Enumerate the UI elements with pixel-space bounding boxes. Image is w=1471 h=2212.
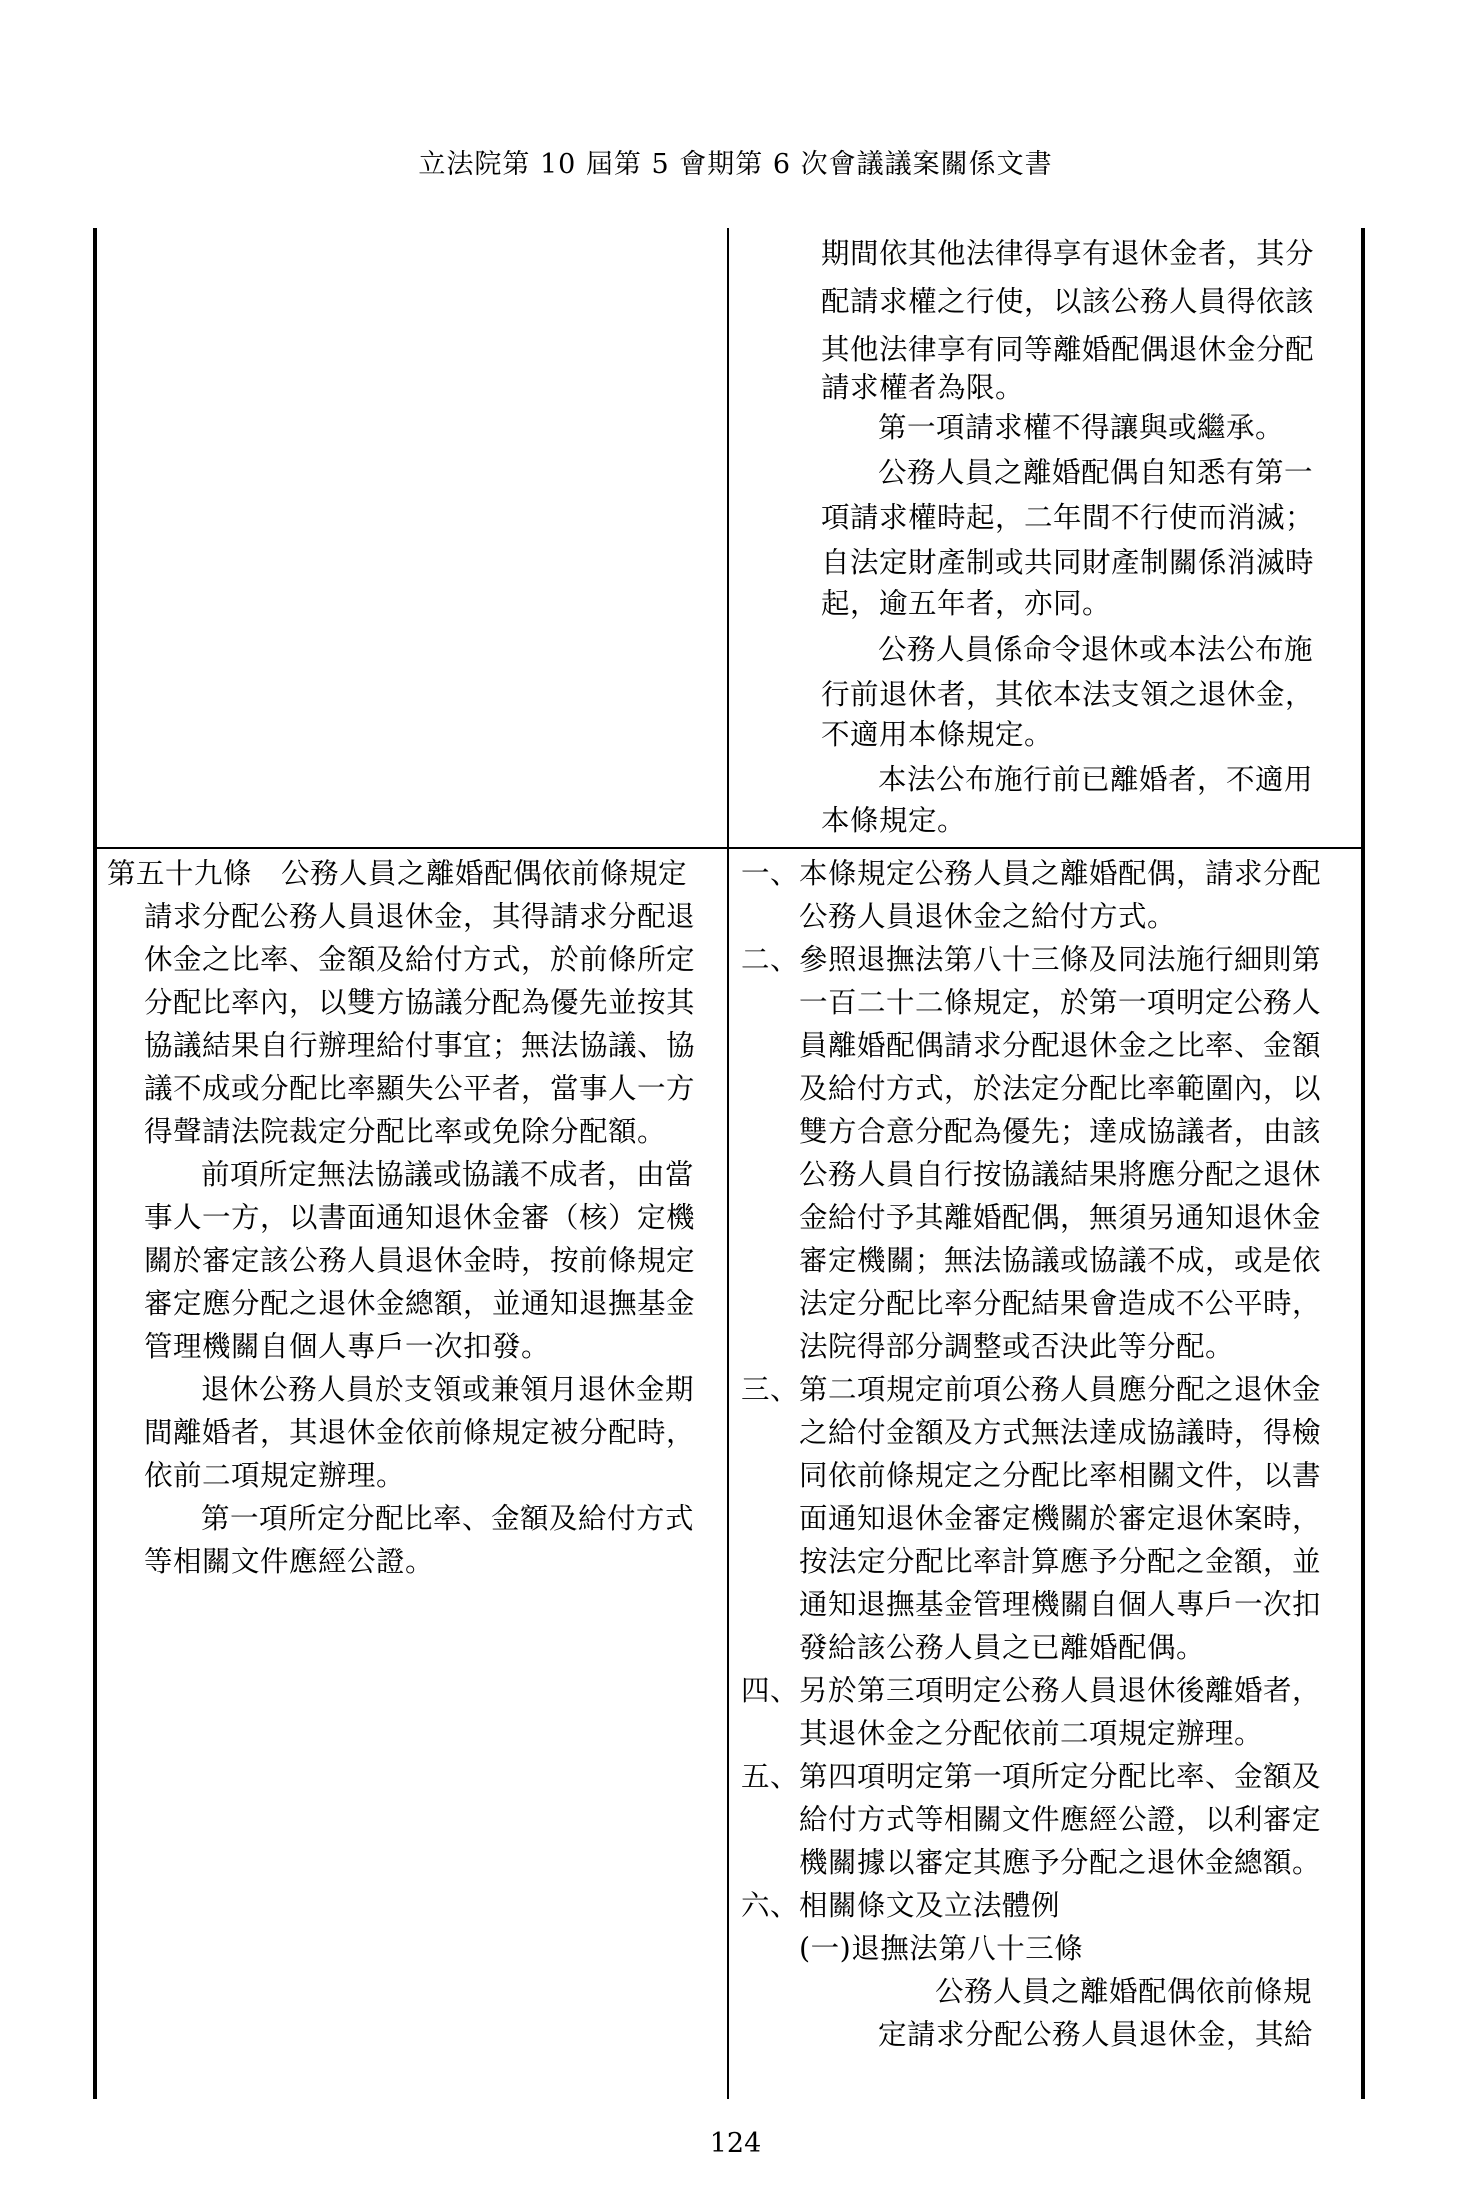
text-line: 請求分配公務人員退休金，其得請求分配退 bbox=[144, 900, 696, 933]
text-line: 得聲請法院裁定分配比率或免除分配額。 bbox=[144, 1115, 667, 1148]
text-line: 法院得部分調整或否決此等分配。 bbox=[799, 1330, 1235, 1363]
text-line: 雙方合意分配為優先；達成協議者，由該 bbox=[799, 1115, 1322, 1148]
text-line: 本法公布施行前已離婚者，不適用 bbox=[878, 763, 1314, 796]
text-line: 公務人員之離婚配偶自知悉有第一 bbox=[878, 456, 1314, 489]
text-line: 公務人員係命令退休或本法公布施 bbox=[878, 633, 1314, 666]
text-line: 協議結果自行辦理給付事宜；無法協議、協 bbox=[144, 1029, 696, 1062]
text-line: 前項所定無法協議或協議不成者，由當 bbox=[201, 1158, 695, 1191]
text-line: 自法定財產制或共同財產制關係消滅時 bbox=[821, 546, 1315, 579]
text-line: 三、第二項規定前項公務人員應分配之退休金 bbox=[741, 1373, 1322, 1406]
text-line: 公務人員自行按協議結果將應分配之退休 bbox=[799, 1158, 1322, 1191]
table-row-divider bbox=[93, 847, 1365, 849]
text-line: 依前二項規定辦理。 bbox=[144, 1459, 406, 1492]
text-line: 不適用本條規定。 bbox=[821, 718, 1054, 751]
text-line: 管理機關自個人專戶一次扣發。 bbox=[144, 1330, 551, 1363]
text-line: 等相關文件應經公證。 bbox=[144, 1545, 435, 1578]
text-line: 其退休金之分配依前二項規定辦理。 bbox=[799, 1717, 1264, 1750]
text-line: 審定機關；無法協議或協議不成，或是依 bbox=[799, 1244, 1322, 1277]
text-line: 之給付金額及方式無法達成協議時，得檢 bbox=[799, 1416, 1322, 1449]
text-line: 第一項請求權不得讓與或繼承。 bbox=[878, 411, 1285, 444]
text-line: 及給付方式，於法定分配比率範圍內，以 bbox=[799, 1072, 1322, 1105]
text-line: 一、本條規定公務人員之離婚配偶，請求分配 bbox=[741, 857, 1322, 890]
text-line: 間離婚者，其退休金依前條規定被分配時， bbox=[144, 1416, 696, 1449]
text-line: 事人一方，以書面通知退休金審（核）定機 bbox=[144, 1201, 696, 1234]
text-line: 面通知退休金審定機關於審定退休案時， bbox=[799, 1502, 1322, 1535]
table-right-border bbox=[1361, 228, 1365, 2099]
text-line: 本條規定。 bbox=[821, 804, 967, 837]
text-line: 議不成或分配比率顯失公平者，當事人一方 bbox=[144, 1072, 696, 1105]
text-line: 公務人員退休金之給付方式。 bbox=[799, 900, 1177, 933]
page-number: 124 bbox=[709, 2128, 762, 2159]
text-line: 分配比率內，以雙方協議分配為優先並按其 bbox=[144, 986, 696, 1019]
text-line: 關於審定該公務人員退休金時，按前條規定 bbox=[144, 1244, 696, 1277]
text-line: 六、相關條文及立法體例 bbox=[741, 1889, 1061, 1922]
text-line: 請求權者為限。 bbox=[821, 371, 1025, 404]
text-line: 起，逾五年者，亦同。 bbox=[821, 587, 1112, 620]
text-line: 發給該公務人員之已離婚配偶。 bbox=[799, 1631, 1206, 1664]
text-line: 審定應分配之退休金總額，並通知退撫基金 bbox=[144, 1287, 696, 1320]
text-line: 期間依其他法律得享有退休金者，其分 bbox=[821, 237, 1315, 270]
text-line: 第一項所定分配比率、金額及給付方式 bbox=[201, 1502, 695, 1535]
text-line: 第五十九條 公務人員之離婚配偶依前條規定 bbox=[107, 857, 688, 890]
text-line: 通知退撫基金管理機關自個人專戶一次扣 bbox=[799, 1588, 1322, 1621]
table-left-border bbox=[93, 228, 97, 2099]
text-line: 五、第四項明定第一項所定分配比率、金額及 bbox=[741, 1760, 1322, 1793]
document-header: 立法院第 10 屆第 5 會期第 6 次會議議案關係文書 bbox=[418, 149, 1053, 180]
text-line: 休金之比率、金額及給付方式，於前條所定 bbox=[144, 943, 696, 976]
text-line: 法定分配比率分配結果會造成不公平時， bbox=[799, 1287, 1322, 1320]
text-line: 一百二十二條規定，於第一項明定公務人 bbox=[799, 986, 1322, 1019]
text-line: 按法定分配比率計算應予分配之金額，並 bbox=[799, 1545, 1322, 1578]
text-line: 行前退休者，其依本法支領之退休金， bbox=[821, 678, 1315, 711]
text-line: 其他法律享有同等離婚配偶退休金分配 bbox=[821, 333, 1315, 366]
text-line: 機關據以審定其應予分配之退休金總額。 bbox=[799, 1846, 1322, 1879]
text-line: 配請求權之行使，以該公務人員得依該 bbox=[821, 285, 1315, 318]
text-line: 給付方式等相關文件應經公證，以利審定 bbox=[799, 1803, 1322, 1836]
text-line: 同依前條規定之分配比率相關文件，以書 bbox=[799, 1459, 1322, 1492]
text-line: 公務人員之離婚配偶依前條規 bbox=[935, 1975, 1313, 2008]
text-line: 定請求分配公務人員退休金，其給 bbox=[878, 2018, 1314, 2051]
text-line: 員離婚配偶請求分配退休金之比率、金額 bbox=[799, 1029, 1322, 1062]
table-middle-divider bbox=[727, 228, 729, 2099]
text-line: 退休公務人員於支領或兼領月退休金期 bbox=[201, 1373, 695, 1406]
text-line: 四、另於第三項明定公務人員退休後離婚者， bbox=[741, 1674, 1322, 1707]
text-line: 二、參照退撫法第八十三條及同法施行細則第 bbox=[741, 943, 1322, 976]
text-line: 金給付予其離婚配偶，無須另通知退休金 bbox=[799, 1201, 1322, 1234]
text-line: 項請求權時起，二年間不行使而消滅； bbox=[821, 501, 1315, 534]
text-line: (一)退撫法第八十三條 bbox=[799, 1932, 1084, 1965]
